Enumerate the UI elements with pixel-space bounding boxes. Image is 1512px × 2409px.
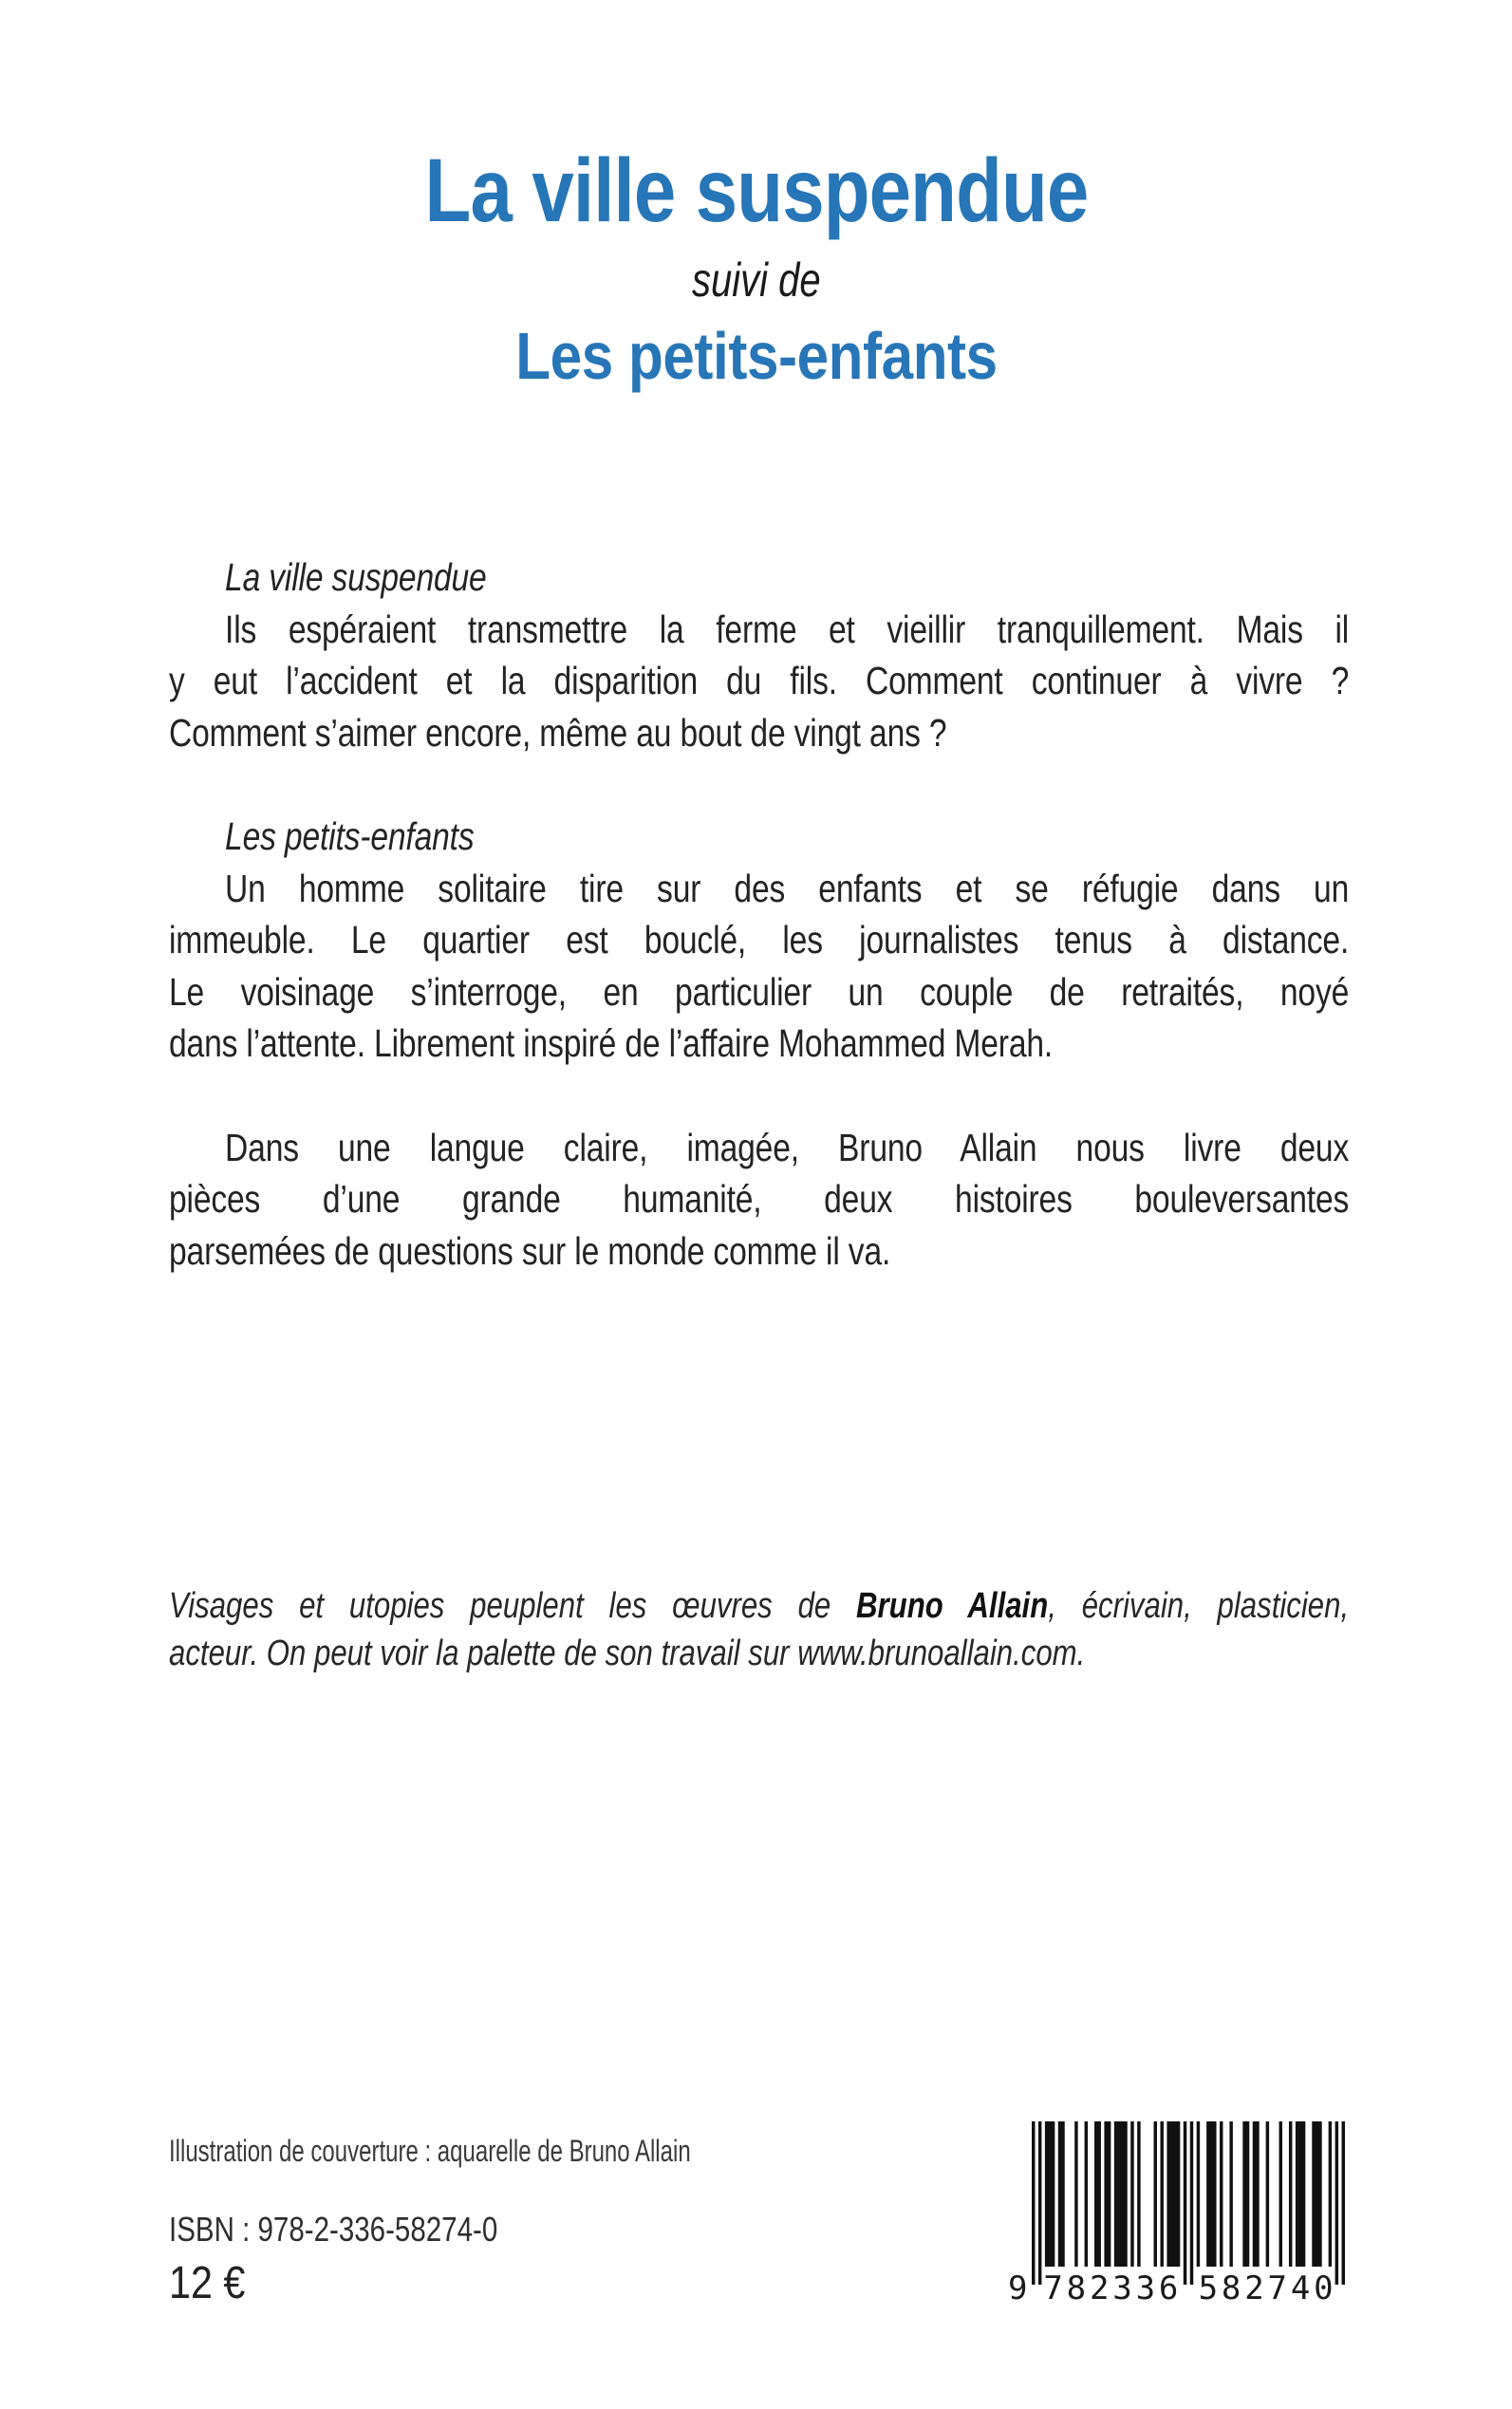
section1-heading: La ville suspendue	[225, 555, 487, 599]
barcode-bars	[1032, 2121, 1345, 2285]
bio-line-1	[169, 1582, 1349, 1630]
section2-heading: Les petits-enfants	[225, 813, 475, 858]
book-title	[0, 140, 1512, 241]
price: 12 €	[169, 2258, 246, 2308]
svg-text:3: 3	[1112, 2269, 1132, 2306]
isbn: ISBN : 978-2-336-58274-0	[169, 2210, 498, 2249]
section1-line: Comment s’aimer encore, même au bout de vingt ans ?	[169, 710, 947, 755]
section2-line: immeuble. Le quartier est bouclé, les journalistes tenus à distance.	[169, 918, 1350, 962]
svg-text:0: 0	[1314, 2269, 1334, 2306]
barcode-first-digit: 9	[1008, 2269, 1028, 2306]
author-bio	[169, 1582, 1349, 1677]
second-title	[0, 319, 1512, 393]
svg-text:6: 6	[1158, 2269, 1179, 2306]
section2-line: dans l’attente. Librement inspiré de l’affaire Mohammed Merah.	[169, 1021, 1054, 1066]
second-title-text: Les petits-enfants	[514, 319, 998, 393]
book-title-text: La ville suspendue	[424, 140, 1088, 241]
spacer	[169, 758, 1349, 811]
svg-text:2: 2	[1244, 2269, 1264, 2306]
svg-text:2: 2	[1089, 2269, 1110, 2306]
closing-line: Dans une langue claire, imagée, Bruno Allain nous livre deux	[225, 1125, 1350, 1169]
svg-text:7: 7	[1267, 2269, 1288, 2306]
closing-line: parsemées de questions sur le monde comme il va.	[169, 1228, 891, 1273]
bio-text: Visages et utopies peuplent les œuvres de	[169, 1586, 857, 1626]
svg-text:4: 4	[1290, 2269, 1311, 2306]
svg-text:7: 7	[1043, 2269, 1063, 2306]
title-connector	[0, 253, 1512, 307]
closing-line: pièces d’une grande humanité, deux histoires bouleversantes	[169, 1177, 1350, 1222]
section2-line: Le voisinage s’interroge, en particulier un couple de retraités, noyé	[169, 969, 1350, 1014]
bio-line-2: acteur. On peut voir la palette de son travail sur www.brunoallain.com.	[169, 1634, 1086, 1673]
section1-line: y eut l’accident et la disparition du fils. Comment continuer à vivre ?	[169, 659, 1350, 703]
spacer	[169, 1070, 1349, 1122]
svg-text:5: 5	[1198, 2269, 1219, 2306]
svg-text:8: 8	[1066, 2269, 1087, 2306]
svg-text:3: 3	[1135, 2269, 1156, 2306]
svg-text:8: 8	[1221, 2269, 1241, 2306]
illustration-credit: Illustration de couverture : aquarelle de Bruno Allain	[169, 2134, 691, 2168]
title-connector-text: suivi de	[691, 253, 821, 307]
summary-text	[169, 551, 1349, 1277]
section1-line: Ils espéraient transmettre la ferme et vieillir tranquillement. Mais il	[225, 607, 1350, 651]
bio-text: , écrivain, plasticien,	[1048, 1586, 1350, 1626]
barcode-right-digits	[1199, 2269, 1334, 2306]
section2-line: Un homme solitaire tire sur des enfants et se réfugie dans un	[225, 866, 1350, 910]
ean13-barcode	[997, 2117, 1357, 2306]
author-name: Bruno Allain	[856, 1586, 1049, 1626]
barcode-left-digits	[1043, 2269, 1178, 2306]
